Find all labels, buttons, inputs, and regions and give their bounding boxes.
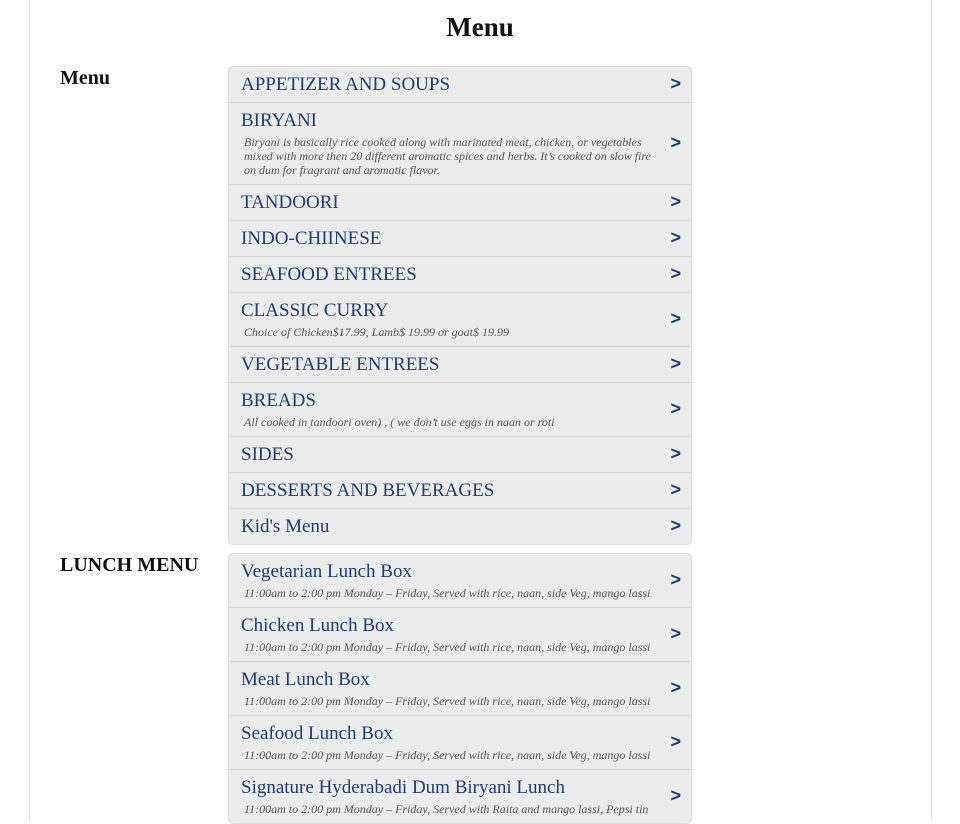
menu-item-name: CLASSIC CURRY <box>241 300 389 321</box>
menu-item-name: VEGETABLE ENTREES <box>241 354 440 375</box>
menu-item-description: 11:00am to 2:00 pm Monday – Friday, Served with rice, naan, side Veg, mango lassi <box>244 748 651 762</box>
menu-item-appetizer-and-soups[interactable] <box>229 67 691 103</box>
menu-item-name: INDO-CHIINESE <box>241 228 382 249</box>
menu-item-name: BREADS <box>241 390 316 411</box>
menu-item-meat-lunch-box[interactable] <box>229 662 691 716</box>
chevron-right-icon: > <box>670 190 681 211</box>
menu-item-description: Choice of Chicken$17.99, Lamb$ 19.99 or goat$ 19.99 <box>244 325 509 339</box>
chevron-right-icon: > <box>670 226 681 247</box>
menu-item-vegetarian-lunch-box[interactable] <box>229 554 691 608</box>
chevron-right-icon: > <box>670 442 681 463</box>
menu-item-classic-curry[interactable] <box>229 293 691 347</box>
menu-item-name: TANDOORI <box>241 192 339 213</box>
menu-item-biryani[interactable] <box>229 103 691 185</box>
menu-item-name: SIDES <box>241 444 294 465</box>
menu-item-name: DESSERTS AND BEVERAGES <box>241 480 495 501</box>
menu-item-tandoori[interactable] <box>229 185 691 221</box>
chevron-right-icon: > <box>670 262 681 283</box>
section-label-lunch-menu: LUNCH MENU <box>60 554 199 576</box>
menu-item-vegetable-entrees[interactable] <box>229 347 691 383</box>
menu-item-name: Meat Lunch Box <box>241 669 370 690</box>
chevron-right-icon: > <box>670 72 681 93</box>
menu-item-name: APPETIZER AND SOUPS <box>241 74 451 95</box>
menu-item-breads[interactable] <box>229 383 691 437</box>
chevron-right-icon: > <box>670 397 681 418</box>
menu-item-seafood-lunch-box[interactable] <box>229 716 691 770</box>
chevron-right-icon: > <box>670 676 681 697</box>
chevron-right-icon: > <box>670 784 681 805</box>
chevron-right-icon: > <box>670 478 681 499</box>
menu-item-name: SEAFOOD ENTREES <box>241 264 417 285</box>
menu-item-name: BIRYANI <box>241 110 318 131</box>
menu-item-signature-hyderabadi-dum-biryani-lunch[interactable] <box>229 770 691 823</box>
menu-item-chicken-lunch-box[interactable] <box>229 608 691 662</box>
menu-item-kid-s-menu[interactable] <box>229 509 691 544</box>
menu-item-name: Vegetarian Lunch Box <box>241 561 412 582</box>
menu-item-seafood-entrees[interactable] <box>229 257 691 293</box>
menu-category-list <box>228 66 692 545</box>
chevron-right-icon: > <box>670 568 681 589</box>
chevron-right-icon: > <box>670 131 681 152</box>
menu-item-name: Chicken Lunch Box <box>241 615 395 636</box>
menu-item-description: 11:00am to 2:00 pm Monday – Friday, Served with rice, naan, side Veg, mango lassi <box>244 586 651 600</box>
menu-item-description: 11:00am to 2:00 pm Monday – Friday, Served with rice, naan, side Veg, mango lassi <box>244 694 651 708</box>
page-title: Menu <box>446 12 514 42</box>
menu-item-sides[interactable] <box>229 437 691 473</box>
menu-item-name: Seafood Lunch Box <box>241 723 393 744</box>
menu-item-description: 11:00am to 2:00 pm Monday – Friday, Served with rice, naan, side Veg, mango lassi <box>244 640 651 654</box>
menu-item-description: 11:00am to 2:00 pm Monday – Friday, Served with Raita and mango lassi, Pepsi tin <box>244 802 649 816</box>
chevron-right-icon: > <box>670 307 681 328</box>
menu-item-description: Biryani is basically rice cooked along with marinated meat, chicken, or vegetables mixed with more then 20 different aromatic spices and herbs. It’s cooked on slow fire on dum for fragrant and aromatic flavor. <box>244 135 654 177</box>
lunch-menu-list <box>228 553 692 824</box>
menu-item-description: All cooked in tandoori oven) , ( we don’t use eggs in naan or roti <box>244 415 555 429</box>
menu-item-name: Kid's Menu <box>241 516 330 537</box>
chevron-right-icon: > <box>670 622 681 643</box>
chevron-right-icon: > <box>670 514 681 535</box>
chevron-right-icon: > <box>670 730 681 751</box>
menu-item-name: Signature Hyderabadi Dum Biryani Lunch <box>241 777 565 798</box>
menu-item-desserts-and-beverages[interactable] <box>229 473 691 509</box>
menu-item-indo-chiinese[interactable] <box>229 221 691 257</box>
chevron-right-icon: > <box>670 352 681 373</box>
section-label-menu: Menu <box>60 67 110 89</box>
